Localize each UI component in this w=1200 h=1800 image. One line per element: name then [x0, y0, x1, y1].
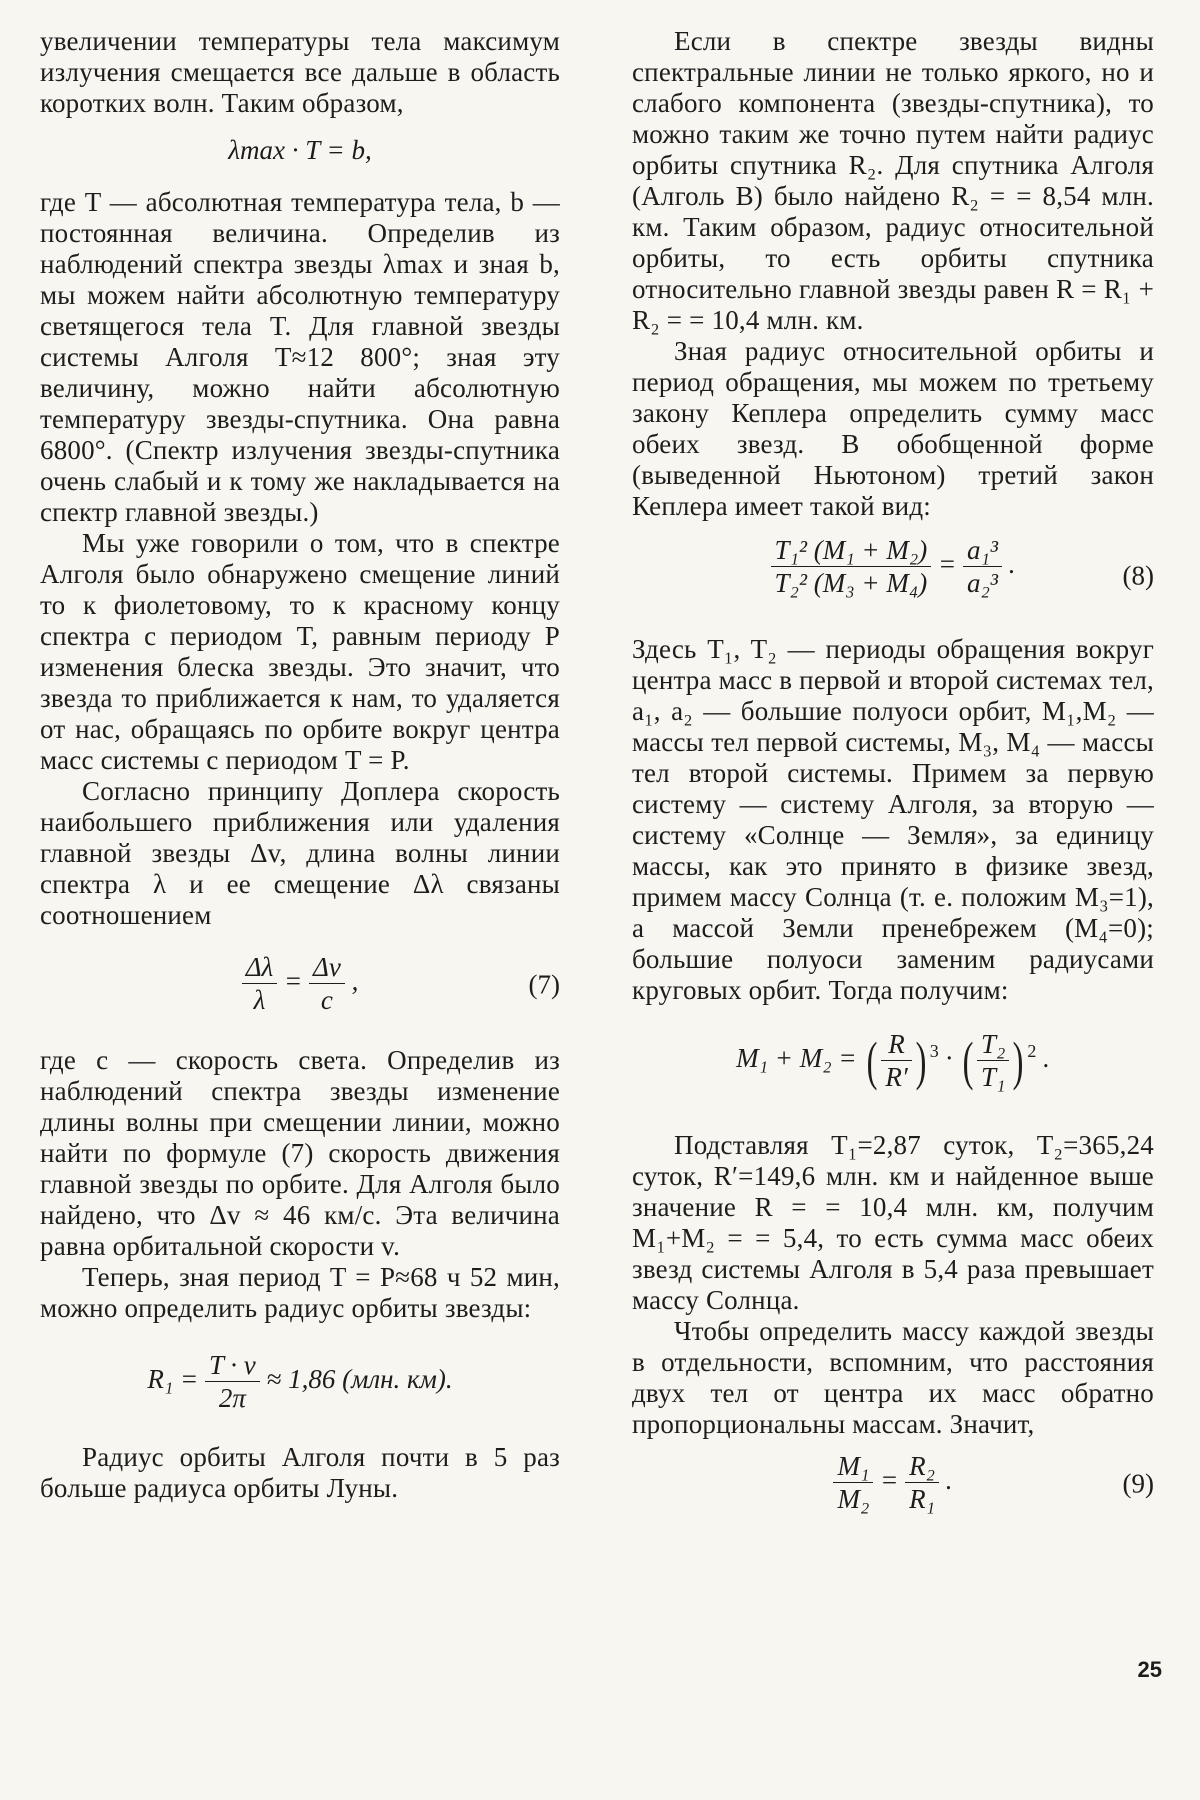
- left-paragraph-3: Мы уже говорили о том, что в спектре Алголя было обнаружено смещение линий то к фиолетовому, то к красному концу спектра с периодом T, равным периоду P изменения блеска звезды. Это значит, что звезда то приближается к нам, то удаляется от нас, обращаясь по орбите вокруг центра масс системы с периодом T = P.: [40, 528, 560, 775]
- formula-7-rhs-num: Δv: [309, 951, 345, 984]
- formula-9-lhs: [833, 1450, 873, 1516]
- left-paragraph-7: Радиус орбиты Алголя почти в 5 раз больше радиуса орбиты Луны.: [40, 1442, 560, 1503]
- formula-7-rhs-den: c: [320, 985, 333, 1016]
- formula-9: [632, 1444, 1154, 1524]
- right-paragraph-3: Здесь T₁, T₂ — периоды обращения вокруг центра масс в первой и второй системах тел, a₁, a₂ — большие полуоси орбит, M₁,M₂ — массы тел первой системы, M₃, M₄ — массы тел второй системы. Примем за первую систему — систему Алголя, за вторую — систему «Солнце — Земля», за единицу массы, как это принято в физике звезд, примем массу Солнца (т. е. положим M₃=1), а массой Земли пренебрежем (M₄=0); большие полуоси заменим радиусами круговых орбит. Тогда получим:: [632, 634, 1154, 1005]
- formula-r1-rhs: ≈ 1,86 (млн. км).: [266, 1364, 453, 1394]
- formula-sum-dot: ·: [945, 1043, 953, 1074]
- formula-8-lhs-num: T₁² (M₁ + M₂): [771, 534, 932, 567]
- formula-7-tail: ,: [351, 966, 359, 997]
- formula-9-rhs: [905, 1450, 939, 1516]
- formula-8-eq: =: [938, 549, 957, 580]
- right-paragraph-5: Чтобы определить массу каждой звезды в отдельности, вспомним, что расстояния двух тел от центра их масс обратно пропорциональны массам. Значит,: [632, 1316, 1154, 1439]
- formula-7: [40, 939, 560, 1031]
- formula-sum-f1-num: R: [881, 1028, 911, 1061]
- wien-formula: [40, 125, 560, 175]
- formula-9-rhs-num: R₂: [905, 1450, 939, 1483]
- wien-formula-text: λmax · T = b,: [228, 135, 372, 165]
- formula-8-lhs-den: T₂² (M₃ + M₄): [774, 568, 928, 599]
- formula-sum-power-2: 2: [1027, 1041, 1037, 1062]
- formula-sum-tail: .: [1043, 1043, 1050, 1074]
- formula-8-lhs: [771, 534, 932, 600]
- formula-8-rhs: [963, 534, 1002, 600]
- left-paragraph-5: где c — скорость света. Определив из наблюдений спектра звезды изменение длины волны при смещении линии, можно найти по формуле (7) скорость движения главной звезды по орбите. Для Алголя было найдено, что Δv ≈ 46 км/с. Эта величина равна орбитальной скорости v.: [40, 1045, 560, 1261]
- formula-sum-f1-den: R′: [885, 1062, 908, 1093]
- formula-sum-frac-2: [977, 1028, 1009, 1094]
- formula-8-tail: .: [1008, 549, 1016, 580]
- left-column: [40, 26, 560, 1504]
- right-paragraph-4: Подставляя T₁=2,87 суток, T₂=365,24 суток, R′=149,6 млн. км и найденное выше значение R = = 10,4 млн. км, получим M₁+M₂ = = 5,4, то есть сумма масс обеих звезд системы Алголя в 5,4 раза превышает массу Солнца.: [632, 1130, 1154, 1315]
- formula-9-lhs-num: M₁: [833, 1450, 873, 1483]
- formula-r1: [40, 1330, 560, 1428]
- right-paren-2: ): [1012, 1030, 1024, 1091]
- formula-8-label: (8): [1122, 560, 1154, 591]
- formula-sum-lhs: M₁ + M₂ =: [736, 1043, 857, 1074]
- formula-9-rhs-den: R₁: [909, 1484, 935, 1515]
- formula-sum-f2-num: T₂: [977, 1028, 1009, 1061]
- left-paragraph-2: где T — абсолютная температура тела, b — постоянная величина. Определив из наблюдений спектра звезды λmax и зная b, мы можем найти абсолютную температуру светящегося тела T. Для главной звезды системы Алголя T≈12 800°; зная эту величину, можно найти абсолютную температуру звезды-спутника. Она равна 6800°. (Спектр излучения звезды-спутника очень слабый и к тому же накладывается на спектр главной звезды.): [40, 187, 560, 527]
- formula-7-eq: =: [283, 966, 303, 997]
- left-paragraph-1: увеличении температуры тела максимум излучения смещается все дальше в область коротких волн. Таким образом,: [40, 26, 560, 118]
- formula-r1-lhs: R₁ =: [147, 1364, 199, 1394]
- formula-8-rhs-den: a₂³: [966, 568, 998, 599]
- right-column: [632, 26, 1154, 1524]
- formula-9-lhs-den: M₂: [837, 1484, 870, 1515]
- formula-8: [632, 528, 1154, 624]
- left-paragraph-4: Согласно принципу Доплера скорость наибольшего приближения или удаления главной звезды Δv, длина волны линии спектра λ и ее смещение Δλ связаны соотношением: [40, 776, 560, 930]
- right-paragraph-2: Зная радиус относительной орбиты и период обращения, мы можем по третьему закону Кеплера определить сумму масс обеих звезд. В обобщенной форме (выведенной Ньютоном) третий закон Кеплера имеет такой вид:: [632, 336, 1154, 521]
- formula-r1-frac: [205, 1349, 260, 1415]
- formula-7-lhs-num: Δλ: [242, 951, 278, 984]
- formula-sum-power-1: 3: [929, 1041, 939, 1062]
- left-paren-1: (: [866, 1030, 878, 1091]
- formula-sum-f2-den: T₁: [980, 1062, 1006, 1093]
- formula-7-label: (7): [528, 969, 560, 1000]
- formula-7-lhs: [242, 951, 278, 1017]
- formula-7-lhs-den: λ: [253, 985, 266, 1016]
- formula-9-tail: .: [945, 1465, 953, 1496]
- formula-r1-num: T · v: [205, 1349, 260, 1382]
- right-paren-1: ): [915, 1030, 927, 1091]
- formula-sum: [632, 1010, 1154, 1120]
- formula-9-eq: =: [880, 1465, 899, 1496]
- formula-r1-den: 2π: [218, 1383, 246, 1414]
- formula-9-label: (9): [1122, 1468, 1154, 1499]
- formula-7-rhs: [309, 951, 345, 1017]
- formula-8-rhs-num: a₁³: [963, 534, 1002, 567]
- right-paragraph-1: Если в спектре звезды видны спектральные линии не только яркого, но и слабого компонента (звезды-спутника), то можно таким же точно путем найти радиус орбиты спутника R₂. Для спутника Алголя (Алголь B) было найдено R₂ = = 8,54 млн. км. Таким образом, радиус относительной орбиты, то есть орбиты спутника относительно главной звезды равен R = R₁ + R₂ = = 10,4 млн. км.: [632, 26, 1154, 335]
- formula-sum-frac-1: [881, 1028, 911, 1094]
- left-paren-2: (: [962, 1030, 974, 1091]
- page-number: 25: [1137, 1657, 1162, 1682]
- left-paragraph-6: Теперь, зная период T = P≈68 ч 52 мин, можно определить радиус орбиты звезды:: [40, 1262, 560, 1323]
